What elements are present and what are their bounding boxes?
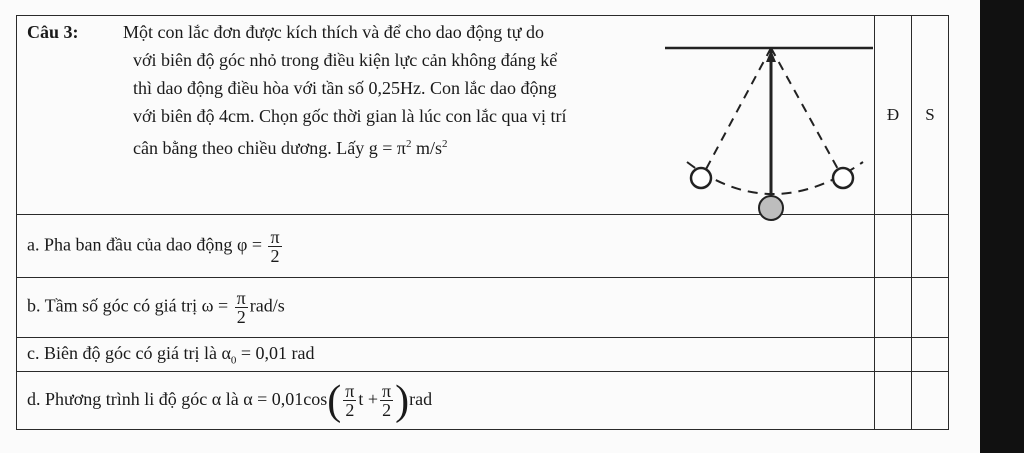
left-bob [691, 168, 711, 188]
black-border [980, 0, 1024, 453]
fraction: $\frac{\pi}{2}$ [345, 381, 355, 420]
statement-a: a. Pha ban đầu của dao động φ = $\frac{\pi}{2}$ [17, 215, 875, 278]
fraction: $\frac{\pi}{2}$ [382, 381, 392, 420]
left-extreme-string [705, 48, 771, 171]
pendulum-diagram [657, 36, 877, 226]
question-line-1: Một con lắc đơn được kích thích và để cho dao động tự do [123, 22, 544, 42]
question-line-2: với biên độ góc nhỏ trong điều kiện lực cản không đáng kể [133, 50, 558, 70]
question-cell [17, 16, 875, 215]
true-column-header: Đ [875, 16, 912, 215]
answer-b-true[interactable] [875, 278, 912, 338]
question-line-3: thì dao động điều hòa với tần số 0,25Hz. Con lắc dao động [133, 78, 557, 98]
false-column-header: S [912, 16, 949, 215]
question-table [16, 15, 949, 430]
question-number: Câu 3: [27, 22, 79, 42]
fraction: $\frac{\pi}{2}$ [270, 226, 280, 266]
answer-c-true[interactable] [875, 338, 912, 372]
right-bob [833, 168, 853, 188]
question-line-4: với biên độ 4cm. Chọn gốc thời gian là lúc con lắc qua vị trí [133, 106, 567, 126]
statement-b: b. Tầm số góc có giá trị ω = $\frac{\pi}{2}$ rad/s [17, 278, 875, 338]
question-line-5: cân bằng theo chiều dương. Lấy $g = \pi^2$ $m/s^2$ [133, 138, 448, 158]
answer-c-false[interactable] [912, 338, 949, 372]
right-extreme-string [771, 48, 839, 171]
question-text [27, 18, 667, 162]
fraction: $\frac{\pi}{2}$ [236, 288, 246, 327]
answer-a-false[interactable] [912, 215, 949, 278]
statement-c: c. Biên độ góc có giá trị là $\alpha_0 = 0,01$ rad [17, 338, 875, 372]
center-bob [759, 196, 783, 220]
answer-b-false[interactable] [912, 278, 949, 338]
answer-d-false[interactable] [912, 372, 949, 430]
statement-d: d. Phương trình li độ góc α là α = 0,01cos( $\frac{\pi}{2}$ t + $\frac{\pi}{2}$ )rad [17, 372, 875, 430]
answer-a-true[interactable] [875, 215, 912, 278]
answer-d-true[interactable] [875, 372, 912, 430]
